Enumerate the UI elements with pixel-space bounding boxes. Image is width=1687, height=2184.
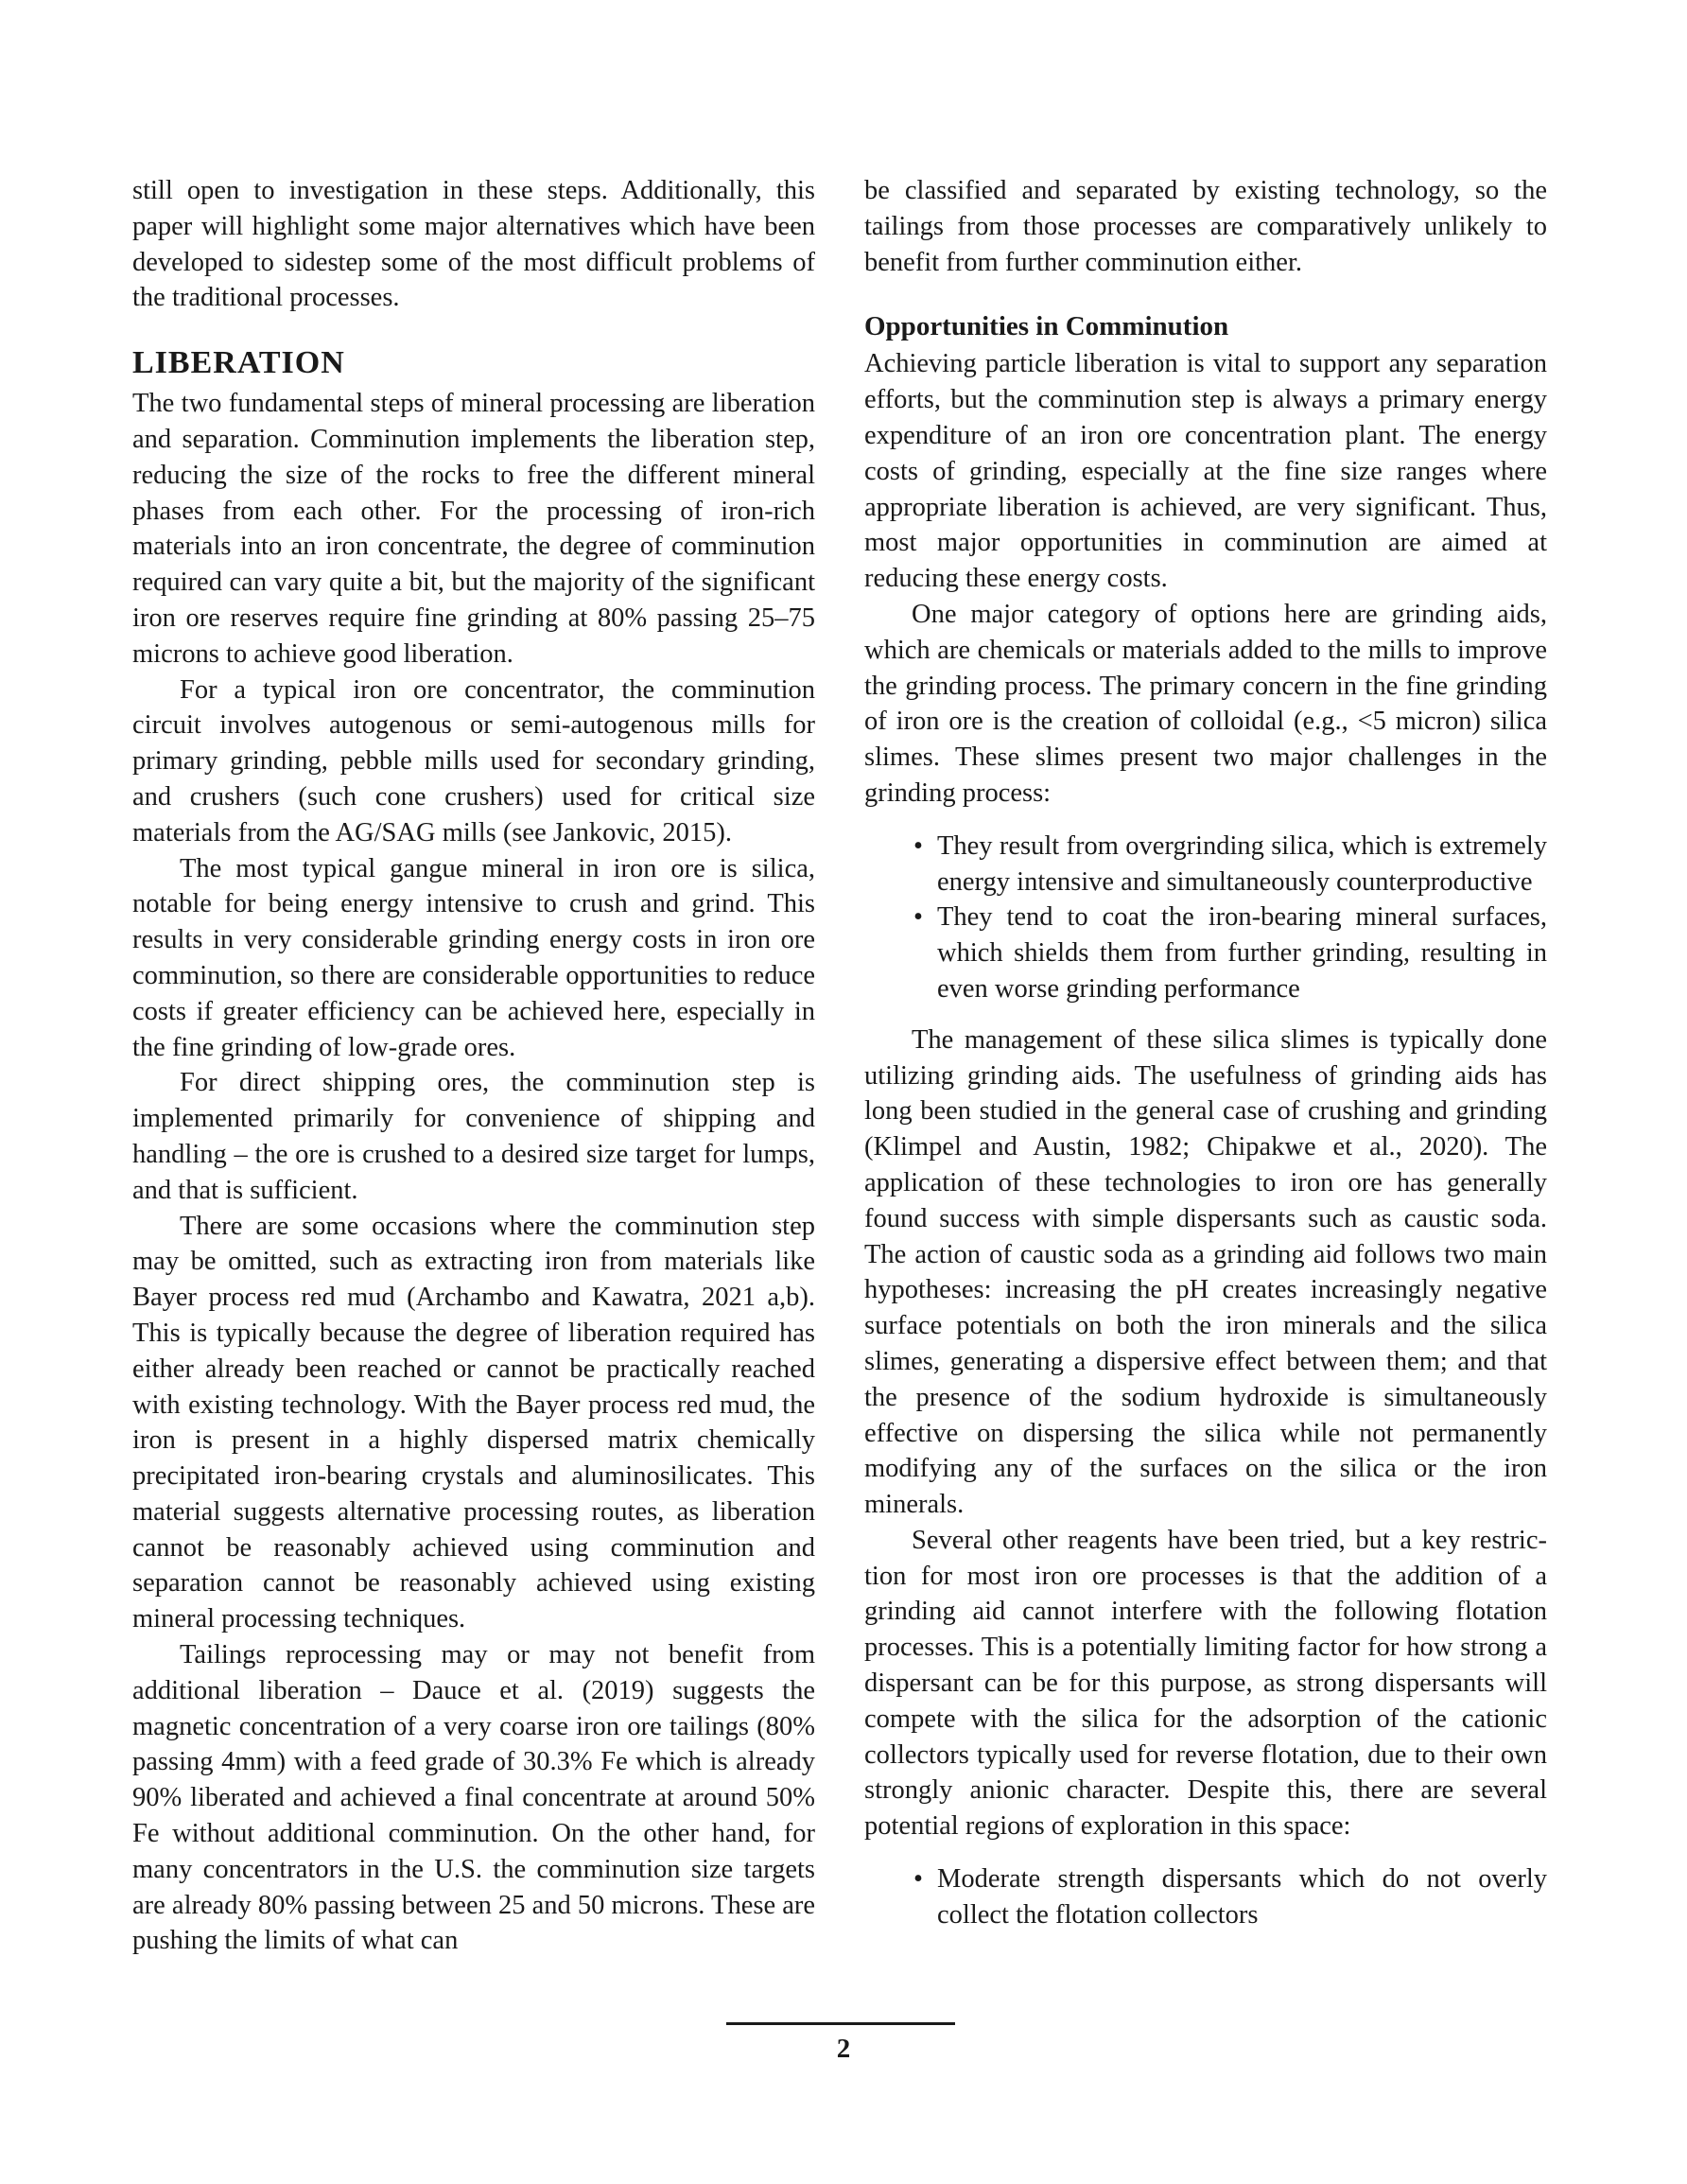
list-item <box>864 829 1547 900</box>
page-number: 2 <box>836 2034 851 2064</box>
subsection-heading-opportunities: Opportunities in Comminution <box>864 311 1229 342</box>
opportunities-paragraph-4: Several other reagents have been tried, but a key restriction for most iron ore processes is that the addition of a grinding aid cannot interfere with the following flotation processes. This is a potentially limiting factor for how strong a dispersant can be for this purpose, as strong dispersants will compete with the silica for the adsorption of the cationic collectors typically used for reverse flotation, due to their own strongly anionic character. Despite this, there are several potential regions of exploration in this space: <box>864 1525 1547 1842</box>
list-item-text: They tend to coat the iron-bearing mineral surfaces, which shields them from further grinding, resulting in even worse grinding performance <box>937 902 1547 1004</box>
bullet-list-challenges <box>864 829 1547 1007</box>
liberation-paragraph-5: There are some occasions where the comminution step may be omitted, such as extracting iron from materials like Bayer process red mud (Archambo and Kawatra, 2021 a,b). This is typically because the degree of liberation required has either already been reached or cannot be practically reached with existing technology. With the Bayer process red mud, the iron is present in a highly dispersed matrix chemically precipitated iron-bearing crystals and aluminosilicates. This material suggests alternative processing routes, as liberation cannot be reasonably achieved using comminution and separation cannot be reasonably achieved using existing mineral processing techniques. <box>132 1211 815 1634</box>
liberation-paragraph-2: For a typical iron ore concentrator, the comminution circuit involves autogenous or semi-autogenous mills for primary grinding, pebble mills used for secondary grinding, and crushers (such cone crushers) used for critical size materials from the AG/SAG mills (see Jankovic, 2015). <box>132 674 815 847</box>
continuation-paragraph: be classified and separated by existing technology, so the tailings from those processes are comparatively unlikely to benefit from further comminution either. <box>864 176 1547 277</box>
bullet-icon: • <box>913 830 923 861</box>
intro-paragraph: still open to investigation in these steps. Additionally, this paper will highlight some major alternatives which have been developed to sidestep some of the most difficult problems of the traditional processes. <box>132 176 815 313</box>
bullet-icon: • <box>913 902 923 933</box>
list-item <box>864 900 1547 1006</box>
bullet-icon: • <box>913 1864 923 1895</box>
right-column <box>864 173 1547 1948</box>
liberation-paragraph-6: Tailings reprocessing may or may not benefit from additional liberation – Dauce et al. (2019) suggests the magnetic concentration of a very coarse iron ore tailings (80% passing 4mm) with a feed grade of 30.3% Fe which is already 90% liberated and achieved a final concentrate at around 50% Fe without additional comminution. On the other hand, for many concentrators in the U.S. the comminution size targets are already 80% passing between 25 and 50 microns. These are pushing the limits of what can <box>132 1640 816 1956</box>
bullet-list-exploration <box>864 1861 1547 1933</box>
section-heading-liberation: LIBERATION <box>132 345 345 381</box>
opportunities-paragraph-3: The management of these silica slimes is typically done utilizing grinding aids. The usefulness of grinding aids has long been studied in the general case of crushing and grinding (Klimpel and Austin, 1982; Chipakwe et al., 2020). The application of these technologies to iron ore has generally found success with simple dispersants such as caustic soda. The action of caustic soda as a grinding aid follows two main hypotheses: increasing the pH creates increasingly negative surface potentials on both the iron minerals and the silica slimes, generating a dispersive effect between them; and that the presence of the sodium hydroxide is simultaneously effective on dispersing the silica while not permanently modifying any of the surfaces on the silica or the iron minerals. <box>864 1024 1547 1520</box>
liberation-paragraph-1: The two fundamental steps of mineral processing are liberation and separation. Comminution implements the liberation step, reducing the size of the rocks to free the different mineral phases from each other. For the processing of iron-rich materials into an iron concentrate, the degree of comminution required can vary quite a bit, but the majority of the significant iron ore reserves require fine grinding at 80% passing 25–75 microns to achieve good liberation. <box>132 389 815 669</box>
spacer <box>864 280 1547 308</box>
footer-rule <box>726 2022 955 2025</box>
liberation-paragraph-4: For direct shipping ores, the comminution step is implemented primarily for convenience of shipping and handling – the ore is crushed to a desired size target for lumps, and that is sufficient. <box>132 1068 815 1205</box>
opportunities-paragraph-2: One major category of options here are grinding aids, which are chemicals or materials added to the mills to improve the grinding process. The primary concern in the fine grinding of iron ore is the creation of colloidal (e.g., <5 micron) silica slimes. These slimes present two major challenges in the grinding process: <box>864 599 1547 808</box>
list-item-text: They result from overgrinding silica, which is extremely energy intensive and simultaneously counterproductive <box>937 830 1547 897</box>
list-item-text: Moderate strength dispersants which do not overly collect the flotation collectors <box>937 1864 1547 1930</box>
list-item <box>864 1861 1547 1933</box>
left-column <box>132 173 815 1959</box>
opportunities-paragraph-1: Achieving particle liberation is vital to support any separation efforts, but the comminution step is always a primary energy expenditure of an iron ore concentration plant. The energy costs of grinding, especially at the fine size ranges where appropriate liberation is achieved, are very significant. Thus, most major opportunities in comminution are aimed at reducing these energy costs. <box>864 349 1547 594</box>
liberation-paragraph-3: The most typical gangue mineral in iron ore is silica, notable for being energy intensive to crush and grind. This results in very considerable grinding energy costs in iron ore comminution, so there are considerable opportunities to reduce costs if greater efficiency can be achieved here, especially in the fine grinding of low-grade ores. <box>132 853 815 1062</box>
